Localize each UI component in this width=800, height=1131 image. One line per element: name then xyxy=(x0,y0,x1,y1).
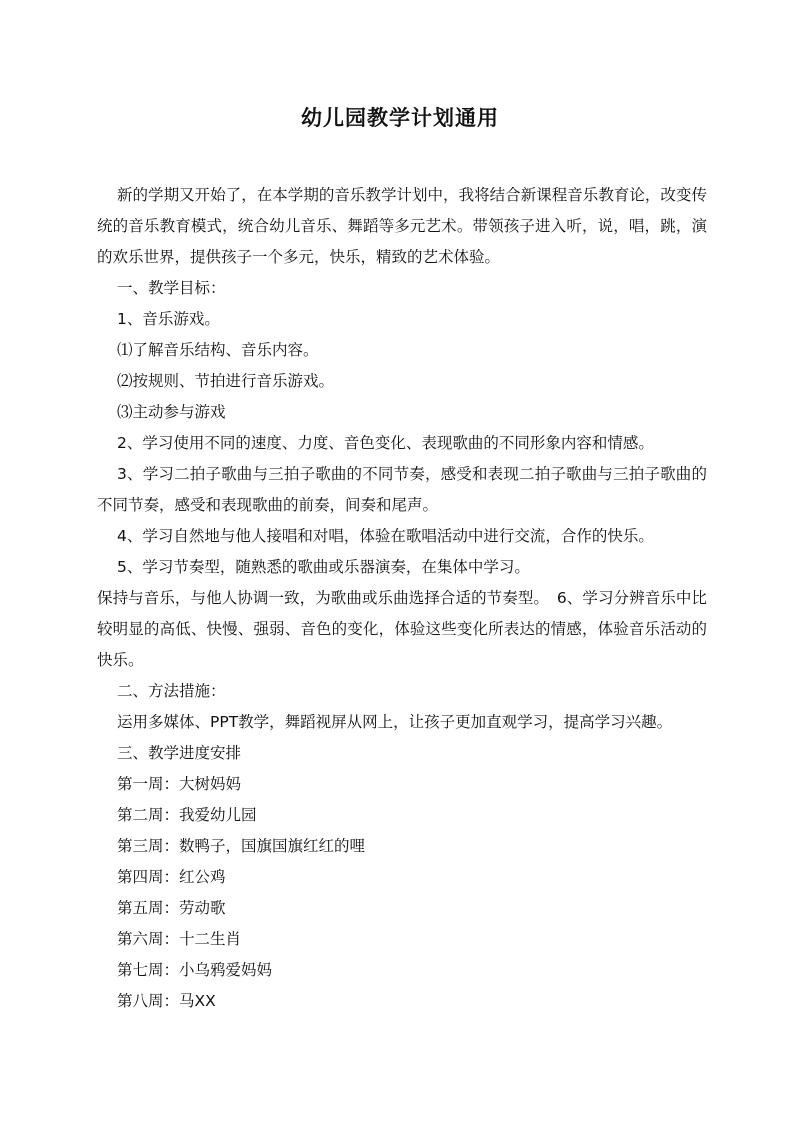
goal-item-5-continued: 保持与音乐，与他人协调一致，为歌曲或乐曲选择合适的节奏型。 6、学习分辨音乐中比较明显的高低、快慢、强弱、音色的变化，体验这些变化所表达的情感，体验音乐活动的快乐。 xyxy=(97,589,707,669)
goal-subitem-3: ⑶主动参与游戏 xyxy=(117,403,226,421)
schedule-week-item: 第二周：我爱幼儿园 xyxy=(117,806,257,824)
document-body xyxy=(97,180,707,1017)
goal-item-1: 1、音乐游戏。 xyxy=(117,310,220,328)
goal-item-2: 2、学习使用不同的速度、力度、音色变化、表现歌曲的不同形象内容和情感。 xyxy=(117,434,654,452)
schedule-week-item: 第六周：十二生肖 xyxy=(117,930,242,948)
schedule-week-item: 第四周：红公鸡 xyxy=(117,868,226,886)
methods-text: 运用多媒体、PPT教学，舞蹈视屏从网上，让孩子更加直观学习，提高学习兴趣。 xyxy=(117,713,673,731)
goal-subitem-1: ⑴了解音乐结构、音乐内容。 xyxy=(117,341,319,359)
schedule-week-item: 第三周：数鸭子，国旗国旗红红的哩 xyxy=(117,837,366,855)
schedule-week-item: 第七周：小乌鸦爱妈妈 xyxy=(117,961,273,979)
schedule-week-item: 第八周：马XX xyxy=(117,992,216,1010)
schedule-week-item: 第五周：劳动歌 xyxy=(117,899,226,917)
section-heading-goals: 一、教学目标： xyxy=(117,279,226,297)
goal-item-3: 3、学习二拍子歌曲与三拍子歌曲的不同节奏，感受和表现二拍子歌曲与三拍子歌曲的不同节奏，感受和表现歌曲的前奏，间奏和尾声。 xyxy=(97,465,707,514)
schedule-week-item: 第一周：大树妈妈 xyxy=(117,775,242,793)
section-heading-schedule: 三、教学进度安排 xyxy=(117,744,242,762)
goal-item-5: 5、学习节奏型，随熟悉的歌曲或乐器演奏，在集体中学习。 xyxy=(117,558,530,576)
document-title: 幼儿园教学计划通用 xyxy=(301,106,499,130)
section-heading-methods: 二、方法措施： xyxy=(117,682,226,700)
goal-item-4: 4、学习自然地与他人接唱和对唱，体验在歌唱活动中进行交流，合作的快乐。 xyxy=(117,527,654,545)
intro-paragraph: 新的学期又开始了，在本学期的音乐教学计划中，我将结合新课程音乐教育论，改变传统的音乐教育模式，统合幼儿音乐、舞蹈等多元艺术。带领孩子进入听，说，唱，跳，演的欢乐世界，提供孩子一个多元，快乐，精致的艺术体验。 xyxy=(97,186,707,266)
goal-subitem-2: ⑵按规则、节拍进行音乐游戏。 xyxy=(117,372,335,390)
